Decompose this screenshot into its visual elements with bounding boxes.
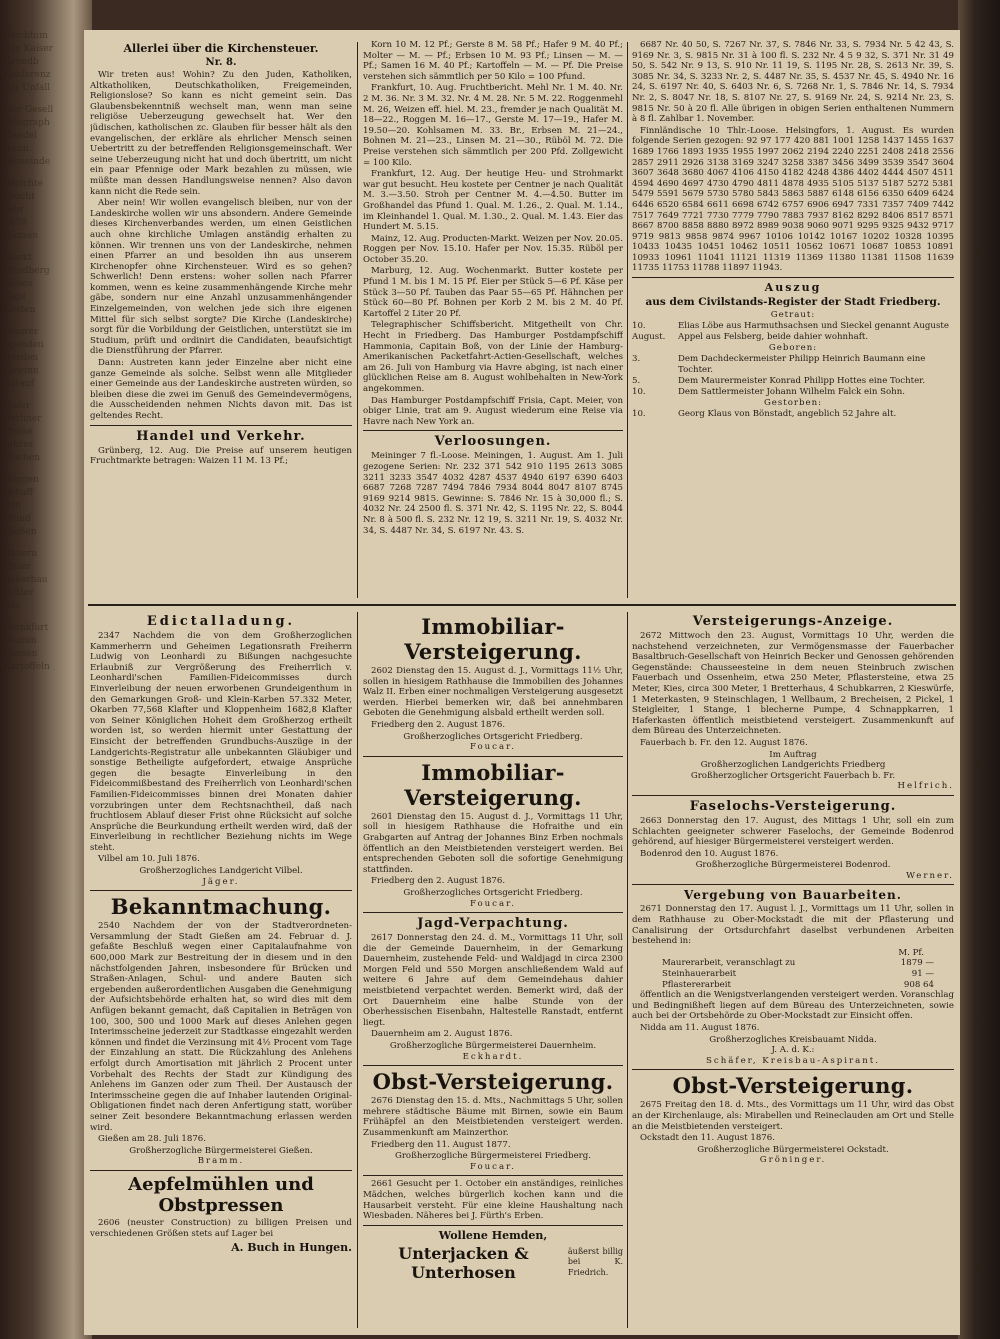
notice-text: 2617 Donnerstag den 24. d. M., Vormittags 11 Uhr, soll die der Gemeinde Dauernheim, in der Gemarkung Dauernheim, zustehende Feld- und Waldjagd in circa 2300 Morgen Feld und 550 Morgen anschließendem Wald auf weitere 6 Jahre auf dem Gemeindehaus dahier meistbietend verpachtet werden. Bemerkt wird, daß der Ort Dauernheim eine halbe Stunde von der Oberhessischen Eisenbahn, Haltestelle Ranstadt, entfernt liegt. bbox=[363, 933, 623, 1028]
notice-title: Faselochs-Versteigerung. bbox=[689, 798, 897, 814]
facing-page-line: Grundb bbox=[4, 57, 39, 67]
market-paragraph: Marburg, 12. Aug. Wochenmarkt. Butter kostete per Pfund 1 M. bis 1 M. 15 Pf. Eier per Stück 5—6 Pf. Käse per Stück 3—50 Pf. Tauben das Paar 55—65 Pf. Hähnchen per Stück 60—80 Pf. Bohnen per Korb 2 M. bis 2 M. 40 Pf. Kartoffel 2 Liter 20 Pf. bbox=[363, 266, 623, 319]
notice-authority: Großherzogliche Bürgermeisterei Gießen. bbox=[129, 1145, 313, 1156]
facing-page-line: Frucht bbox=[4, 192, 35, 202]
article-body bbox=[90, 70, 352, 422]
facing-page-line: Schaff bbox=[4, 488, 33, 498]
cost-unit-header: M. Pf. bbox=[898, 947, 924, 958]
top-left-column bbox=[90, 40, 352, 600]
bottom-right-column bbox=[632, 612, 954, 1330]
advert-title: Aepfelmühlen und Obstpressen bbox=[128, 1173, 314, 1216]
article-title: Allerlei über die Kirchensteuer. bbox=[123, 42, 319, 55]
facing-page-line: dieses bbox=[4, 279, 33, 289]
facing-page-line: Kosten bbox=[4, 305, 36, 315]
advert-row bbox=[363, 1244, 623, 1282]
notice-date: Gießen am 28. Juli 1876. bbox=[98, 1134, 207, 1145]
facing-page-line: Roggen bbox=[4, 475, 39, 485]
facing-page-line: den bbox=[4, 501, 21, 511]
notice-text: 2347 Nachdem die von dem Großherzoglichen Kammerherrn und Geheimen Legationsrath Freiherrn Ludwig von Leonhardi zu Bißungen nachgesuchte Erlaubniß zur Vergrößerung des Freiherrlich v. Leonhardi'schen Familien-Fideicommisses durch Einverleibung der neuen erworbenen Grundeigenthum in den Gemarkungen Groß- und Klein-Karben 57.332 Meter, Okarben 77,568 Klafter und Kloppenheim 1682,8 Klafter von Seiner Königlichen Hoheit dem Großherzog ertheilt worden ist, so werden hiermit unter Gestattung der Einsicht der betreffenden Grundbuchs-Auszüge in der Landgerichts-Registratur alle unbekannten Gläubiger und sonstige Betheiligte aufgefordert, etwaige Ansprüche gegen die besagte Einverleibung in den Fideicommißbestand des Freiherrlich von Leonhardi'schen Familien-Fideicommisses binnen drei Monaten dahier vorzubringen unter dem Rechtsnachtheil, daß nach fruchtlosem Ablauf dieser Frist ohne Rücksicht auf solche Ansprüche die Beurkundung ertheilt werden wird, daß der Einverleibung in rechtlicher Beziehung nichts im Wege steht. bbox=[90, 631, 352, 853]
market-paragraph: Das Hamburger Postdampfschiff Frisia, Capt. Meier, von obiger Linie, trat am 9. August wiederum eine Reise via Havre nach New York an. bbox=[363, 395, 623, 427]
notice-signature: Jäger. bbox=[202, 876, 240, 887]
notice-authority: Großherzogliche Bürgermeisterei Dauernheim. bbox=[389, 1041, 597, 1052]
notice-text: 2671 Donnerstag den 17. August l. J., Vormittags um 11 Uhr, sollen in dem Rathhause zu Ober-Mockstadt die mit der Pflasterung und Canalisirung der Ortsdurchfahrt daselbst verbundenen Arbeiten bestehend in: bbox=[632, 904, 954, 947]
civil-register bbox=[632, 310, 954, 420]
divider bbox=[363, 1225, 623, 1226]
facing-page-line: Frankfurt bbox=[4, 623, 49, 633]
facing-page-line: Kartoffeln bbox=[4, 662, 50, 672]
facing-page-line: Telegraph bbox=[4, 118, 50, 128]
notice-date: Bodenrod den 10. August 1876. bbox=[640, 848, 779, 859]
civil-entry: 10. Georg Klaus von Bönstadt, angeblich 52 Jahre alt. bbox=[632, 409, 897, 420]
right-binding-edge bbox=[958, 0, 1000, 1339]
notice-authority: Großherzoglichen Landgerichts Friedberg bbox=[700, 760, 886, 771]
civil-entry: 10. August. Elias Löbe aus Harmuthsachsen und Sieckel genannt Auguste Appel aus Felsberg, beide dahier wohnhaft. bbox=[632, 321, 949, 343]
notice-date: Vilbel am 10. Juli 1876. bbox=[98, 854, 200, 865]
civil-entry: 3. Dem Dachdeckermeister Philipp Heinrich Baumann eine Tochter. bbox=[632, 354, 926, 376]
notice-authority: Großherzogliches Landgericht Vilbel. bbox=[139, 866, 303, 877]
facing-page-line: wenn bbox=[4, 144, 29, 154]
top-middle-column bbox=[363, 40, 623, 600]
notice-date: Friedberg den 2. August 1876. bbox=[371, 719, 506, 730]
cost-row: Steinhauerarbeit 91 — bbox=[662, 969, 934, 980]
bottom-left-column bbox=[90, 612, 352, 1330]
market-paragraph: Korn 10 M. 12 Pf.; Gerste 8 M. 58 Pf.; Hafer 9 M. 40 Pf.; Molter — M. — Pf.; Erbsen 10 M. 93 Pf.; Linsen — M. — Pf.; Samen 16 M. 40 Pf.; Kartoffeln — M. — Pf. Die Preise verstehen sich sämmtlich per 50 Kilo = 100 Pfund. bbox=[363, 40, 623, 82]
market-paragraph: Mainz, 12. Aug. Producten-Markt. Weizen per Nov. 20.05. Roggen per Nov. 15.10. Hafer per Nov. 15.35. Rüböl per October 35.20. bbox=[363, 233, 623, 265]
divider bbox=[363, 912, 623, 913]
notice-title: Immobiliar-Versteigerung. bbox=[404, 614, 582, 664]
facing-page-line: Waizen bbox=[4, 636, 37, 646]
civil-entry: 5. Dem Maurermeister Konrad Philipp Hottes eine Tochter. bbox=[632, 376, 926, 387]
market-paragraph: Frankfurt, 12. Aug. Der heutige Heu- und Strohmarkt war gut besucht. Heu kostete per Centner je nach Qualität M. 3.—3.50. Stroh per Centner M. 4.—4.50. Butter im Großhandel das Pfund 1. Qual. M. 1.26., 2. Qual. M. 1.14., im Kleinhandel 1. Qual. M. 1.30., 2. Qual. M. 1.43. Eier das Hundert M. 5.15. bbox=[363, 169, 623, 233]
notice-text: 2663 Donnerstag den 17. August, des Mittags 1 Uhr, soll ein zum Schlachten geeigneter schwerer Faselochs, der Gemeinde Bodenrod gehörend, auf hiesiger Bürgermeisterei versteigert werden. bbox=[632, 815, 954, 848]
notice-signature: Gröninger. bbox=[759, 1155, 827, 1166]
divider bbox=[632, 795, 954, 796]
newspaper-page bbox=[84, 30, 960, 1335]
market-paragraph: Telegraphischer Schiffsbericht. Mitgetheilt von Chr. Hecht in Friedberg. Das Hamburger Postdampfschiff Hammonia, Capitain Boß, von der Linie der Hamburg-Amerikanischen Packetfahrt-Actien-Gesellschaft, welches am 26. Juli von Hamburg via Havre abging, ist nach einer glücklichen Reise am 8. August wohlbehalten in New-York angekommen. bbox=[363, 320, 623, 394]
lottery-text: Meininger 7 fl.-Loose. Meiningen, 1. August. Am 1. Juli gezogene Serien: Nr. 232 371 542 910 1195 2613 3085 3211 3233 3547 4032 4287 4537 4940 6197 6390 6403 6687 7268 7287 7494 7846 7934 8044 8047 8107 8745 9169 9214 9815. Gewinne: S. 7846 Nr. 15 à 30,000 fl.; S. 4032 Nr. 24 2500 fl. S. 371 Nr. 42, S. 1195 Nr. 22, S. 8044 Nr. 8 à 500 fl. S. 232 Nr. 12 19, S. 3211 Nr. 19, S. 4032 Nr. 34, S. 4487 Nr. 34, S. 6197 Nr. 43. S. bbox=[363, 451, 623, 536]
notice-authority: J. A. d. K.: bbox=[771, 1045, 815, 1056]
notice-text: 2672 Mittwoch den 23. August, Vormittags 10 Uhr, werden die nachstehend verzeichneten, zur Vermögensmasse der Fauerbacher Basaltbruch-Gesellschaft von Heinrich Becker und Genossen gehörenden Gegenstände: Chausseesteine in dem neuen Steinbruch zwischen Fauerbach und Ossenheim, etwa 250 Meter, Pflastersteine, etwa 25 Meter, Kies, circa 300 Meter, 1 Bretterhaus, 4 Schubkarren, 2 Kieswürfe, 1 Meterkasten, 9 Steinschlagen, 1 Wellbaum, 2 Brecheisen, 2 Pickel, 1 Steigleiter, 1 Stange, 1 blecherne Pumpe, 4 Schnappkarren, 1 Haferkasten öffentlich meistbietend versteigert. Zusammenkunft auf dem Büreau des Unterzeichneten. bbox=[632, 631, 954, 737]
facing-page-line: Konferenz bbox=[4, 70, 51, 80]
bottom-middle-column bbox=[363, 612, 623, 1330]
notice-text: 2602 Dienstag den 15. August d. J., Vormittags 11½ Uhr, sollen in hiesigem Rathhause die Immobilien des Johannes Walz II. Erben einer nochmaligen Versteigerung ausgesetzt werden. Hierbei bemerken wir, daß bei annehmbaren Geboten die Genehmigung alsbald ertheilt werden soll. bbox=[363, 666, 623, 719]
article-subtitle: Nr. 8. bbox=[205, 57, 237, 68]
notice-title: Obst-Versteigerung. bbox=[672, 1073, 914, 1099]
notice-authority: Großherzogliches Kreisbauamt Nidda. bbox=[709, 1034, 877, 1045]
cost-row: Maurerarbeit, veranschlagt zu 1879 — bbox=[662, 958, 934, 969]
facing-page-line: darauf bbox=[4, 379, 34, 389]
notice-title: Obst-Versteigerung. bbox=[372, 1069, 614, 1095]
facing-page-line: 1878 bbox=[4, 218, 27, 228]
notice-signature: Schäfer, Kreisbau-Aspirant. bbox=[706, 1055, 880, 1066]
facing-page-line: sehr bbox=[4, 205, 25, 215]
facing-page-line: Bauern bbox=[4, 549, 38, 559]
left-binding-shadow bbox=[0, 0, 92, 1339]
cost-table bbox=[632, 958, 954, 990]
facing-page-line: Handel bbox=[4, 131, 37, 141]
notice-date: Fauerbach b. Fr. den 12. August 1876. bbox=[640, 737, 808, 748]
advert-title: Wollene Hemden, bbox=[438, 1228, 548, 1242]
civil-entry: 10. Dem Sattlermeister Johann Wilhelm Falck ein Sohn. bbox=[632, 387, 905, 398]
divider bbox=[363, 756, 623, 757]
civil-register-title: Auszug bbox=[764, 281, 822, 295]
notice-date: Nidda am 11. August 1876. bbox=[640, 1023, 760, 1033]
notice-authority: Großherzogliches Ortsgericht Friedberg. bbox=[403, 887, 583, 898]
facing-page-line: Hafer bbox=[4, 401, 31, 411]
divider bbox=[632, 884, 954, 885]
lottery-paragraph: Finnländische 10 Thlr.-Loose. Helsingfors, 1. August. Es wurden folgende Serien gezogen: 92 97 177 420 881 1001 1258 1437 1455 1637 1689 1766 1893 1935 1955 1997 2062 2194 2240 2251 2408 2418 2556 2857 2911 2926 3138 3169 3247 3258 3387 3456 3499 3539 3547 3604 3607 3648 3680 4067 4106 4150 4182 4248 4386 4402 4444 4507 4511 4594 4690 4697 4730 4790 4811 4878 4935 5105 5137 5187 5272 5381 5479 5591 5679 5730 5780 5843 5863 5887 6148 6156 6350 6409 6424 6446 6520 6584 6611 6698 6742 6757 6906 6947 7331 7357 7409 7442 7517 7649 7721 7730 7779 7790 7883 7937 8162 8292 8406 8517 8571 8667 8700 8858 8880 8972 8989 9038 9060 9071 9295 9325 9432 9717 9719 9813 9858 9874 9967 10106 10142 10167 10202 10328 10395 10433 10435 10451 10462 10511 10562 10671 10687 10853 10891 10933 10961 11041 11121 11319 11369 11380 11381 11508 11639 11735 11753 11788 11897 11943. bbox=[632, 125, 954, 274]
notice-text: öffentlich an die Wenigstverlangenden versteigert werden. Voranschlag und Bedingnißheft liegen auf dem Büreau des Unterzeichneten, sowie auch bei der Ortsbehörde zu Ober-Mockstadt zur Einsicht offen. bbox=[632, 990, 954, 1022]
advert-text: 2606 (neuster Construction) zu billigen Preisen und verschiedenen Größen stets auf Lager bei bbox=[90, 1217, 352, 1239]
facing-page-line: Tage bbox=[4, 292, 26, 302]
notice-signature: Helfrich. bbox=[897, 781, 954, 792]
article-paragraph: Aber nein! Wir wollen evangelisch bleiben, nur von der Landeskirche wollen wir uns absondern. Andere Gemeinde dieses Kirchenverbandes werden, um einen Geistlichen auch ohne kirchliche Umlagen anständig erhalten zu können. Wir trennen uns von der Landeskirche, nehmen einen Pfarrer an und besolden ihn aus unserem Kirchenopfer ohne Kirchensteuer. Wird es so gehen? Schwerlich! Denn erstens: woher sollen nach Pfarrer kommen, wenn es keine zusammenhängende Kirche mehr gäbe, sondern nur eine Anzahl unzusammenhängender Einzelgemeinden, von welchen jede sich ihre eigenen Mittel für sich selbst sorgte? Die Kirche (Landeskirche) sorgt für die Vorbildung der Geistlichen, unterstützt sie im Studium, prüft und ordinirt die Candidaten, beaufsichtigt die Dienstführung der Pfarrer. bbox=[90, 198, 352, 357]
facing-page-line: Jahres bbox=[4, 440, 34, 450]
section-title: Verloosungen. bbox=[434, 434, 552, 450]
notice-title: Vergebung von Bauarbeiten. bbox=[684, 888, 902, 903]
facing-page-line: Preise bbox=[4, 427, 33, 437]
facing-page-line: Markt bbox=[4, 253, 32, 263]
column-rule bbox=[627, 612, 628, 1328]
notice-title: Versteigerungs-Anzeige. bbox=[692, 614, 894, 629]
section-title: Handel und Verkehr. bbox=[136, 428, 306, 444]
facing-page-line: Butter bbox=[4, 588, 34, 598]
facing-page-line: Friedberg bbox=[4, 266, 50, 276]
facing-page-line: mer Gesell bbox=[4, 105, 54, 115]
facing-page-line: der Unfall bbox=[4, 83, 51, 93]
civil-register-subtitle: aus dem Civilstands-Register der Stadt Friedberg. bbox=[645, 296, 941, 309]
notice-title: Immobiliar-Versteigerung. bbox=[404, 759, 582, 810]
divider bbox=[632, 277, 954, 278]
notice-text: 2675 Freitag den 18. d. Mts., des Vormittags um 11 Uhr, wird das Obst an der Kirchenlauge, als: Mirabellen und Reineclauden am Ort und Stelle an die Meistbietenden versteigert. bbox=[632, 1100, 954, 1132]
notice-signature: Foucar. bbox=[469, 1161, 517, 1172]
divider bbox=[363, 1065, 623, 1066]
civil-section-label: Getraut: bbox=[770, 310, 816, 321]
lottery-numbers bbox=[632, 40, 954, 274]
facing-page-line: Pfund bbox=[4, 514, 31, 524]
notice-text: 2540 Nachdem der von der Stadtverordneten-Versammlung der Stadt Gießen am 24. Februar d. J. gefaßte Beschluß wegen einer Capitalaufnahme von 600,000 Mark zur Bestreitung der in diesem und in den nächstfolgenden Jahren, insbesondere für Brücken und Straßen-Anlagen, Schul- und andere Bauten sich ergebenden außerordentlichen Ausgaben die Genehmigung der Aufsichtsbehörde erhalten hat, so wird dies mit dem Anfügen bekannt gemacht, daß Capitalien in Beträgen von 100, 300, 500 und 1000 Mark auf dieses Anlehen gegen Interimsscheine jederzeit zur Stadtkasse eingezahlt werden können und findet die Verzinsung mit 4½ Procent vom Tage der Einzahlung an statt. Die Rückzahlung des Anlehens erfolgt durch Amortisation mit jährlich 2 Procent unter Vorbehalt des Rechts der Stadt zur Kündigung des Anlehens im Ganzen oder zum Theil. Der Austausch der Interimsscheine gegen die auf Inhaber lautenden Original-Obligationen findet nach deren Anfertigung statt, worüber seiner Zeit besondere Bekanntmachung erlassen werden wird. bbox=[90, 921, 352, 1133]
notice-signature: Foucar. bbox=[469, 898, 517, 909]
facing-page-line: Reichtum bbox=[4, 31, 48, 41]
section-text: Grünberg, 12. Aug. Die Preise auf unserem heutigen Fruchtmarkte betragen: Waizen 11 M. 13 Pf.; bbox=[90, 445, 352, 467]
facing-page-line: den Kaiser bbox=[4, 44, 53, 54]
divider bbox=[90, 425, 352, 426]
divider bbox=[90, 1170, 352, 1171]
column-rule bbox=[357, 42, 358, 598]
article-paragraph: Dann: Austreten kann jeder Einzelne aber nicht eine ganze Gemeinde als solche. Selbst wenn alle Mitglieder einer Gemeinde aus der Landeskirche austreten würden, so bleiben diese die zwei im Genuß des Gemeindevermögens, die Ausscheidenden nehmen Nichts davon mit. Das ist geltendes Recht. bbox=[90, 358, 352, 421]
notice-date: Ockstadt den 11. August 1876. bbox=[640, 1133, 775, 1144]
facing-page-line: Gewinn bbox=[4, 366, 39, 376]
lottery-paragraph: 6687 Nr. 40 50, S. 7267 Nr. 37, S. 7846 Nr. 33, S. 7934 Nr. 5 42 43, S. 9169 Nr. 3, S. 9815 Nr. 31 à 100 fl. S. 232 Nr. 4 5 9 32, S. 371 Nr. 31 49 50, S. 542 Nr. 9 13, S. 910 Nr. 11 19, S. 1195 Nr. 28, S. 2613 Nr. 39, S. 3085 Nr. 34, S. 3233 Nr. 2, S. 4487 Nr. 35, S. 4537 Nr. 45, S. 4940 Nr. 16 24, S. 6197 Nr. 40, S. 6403 Nr. 6, S. 7268 Nr. 1, S. 7846 Nr. 14, S. 7934 Nr. 2, S. 8047 Nr. 18, S. 8107 Nr. 27, S. 9169 Nr. 24, S. 9214 Nr. 23, S. 9815 Nr. 50 à 20 fl. Alle übrigen in obigen Serien enthaltenen Nummern à 8 fl. Zahlbar 1. November. bbox=[632, 40, 954, 125]
facing-page-line: Spenden bbox=[4, 340, 44, 350]
divider bbox=[363, 1175, 623, 1176]
notice-date: Friedberg den 11. August 1877. bbox=[371, 1139, 511, 1150]
facing-page-line: werden bbox=[4, 353, 39, 363]
notice-title: Jagd-Verpachtung. bbox=[417, 916, 569, 932]
facing-page-line: Gemeinde bbox=[4, 157, 51, 167]
notice-authority: Großherzogliches Ortsgericht Friedberg. bbox=[403, 731, 583, 742]
divider bbox=[90, 890, 352, 891]
cost-row: Pflastererarbeit 908 64 bbox=[662, 979, 934, 990]
facing-page-line: Wochen bbox=[4, 453, 41, 463]
advert-firm: äußerst billig bei K. Friedrich. bbox=[567, 1246, 623, 1278]
facing-page-line: Berliner bbox=[4, 414, 42, 424]
civil-section-label: Geboren: bbox=[768, 343, 818, 354]
notice-authority: Großherzogliche Bürgermeisterei Bodenrod. bbox=[695, 860, 891, 871]
band-divider bbox=[88, 604, 956, 606]
notice-title: Edictalladung. bbox=[146, 614, 296, 629]
notice-date: Dauernheim am 2. August 1876. bbox=[371, 1029, 513, 1040]
article-paragraph: Wir treten aus! Wohin? Zu den Juden, Katholiken, Altkatholiken, Deutschkatholiken, Freigemeinden, Religionslose? So kann es nicht gemeint sein. Das Glaubensbekenntniß wechselt man, wenn man seine religiöse Ueberzeugung gewechselt hat. Wer den jüdischen, katholischen zc. Glauben für besser hält als den evangelischen, der erkläre als ehrlicher Mensch seinen Uebertritt zu der betreffenden Religionsgemeinschaft. Wer seine Ueberzeugung nicht hat und doch übertritt, um nicht ein paar Pfennige oder Mark bezahlen zu müssen, wie müßte man dessen Handlungsweise nennen? Also davon kann nicht die Rede sein. bbox=[90, 70, 352, 197]
civil-section-label: Gestorben: bbox=[763, 398, 823, 409]
notice-signature: Bramm. bbox=[197, 1156, 245, 1167]
notice-text: 2601 Dienstag den 15. August d. J., Vormittags 11 Uhr, soll in hiesigem Rathhause die Hofraithe und ein Grabgarten auf Antrag der Johannes Binz Erben nochmals öffentlich an den Meistbietenden versteigert werden. Bei entsprechenden Geboten soll die sofortige Genehmigung stattfinden. bbox=[363, 811, 623, 875]
notice-text: 2676 Dienstag den 15. d. Mts., Nachmittags 5 Uhr, sollen mehrere städtische Bäume mit Birnen, sowie ein Baum Frühäpfel an den Meistbietenden versteigert werden. Zusammenkunft am Mainzerthor. bbox=[363, 1096, 623, 1138]
divider bbox=[632, 1069, 954, 1070]
facing-page-line: Berichte bbox=[4, 179, 43, 189]
market-paragraph: Frankfurt, 10. Aug. Fruchtbericht. Mehl Nr. 1 M. 40. Nr. 2 M. 36. Nr. 3 M. 32. Nr. 4 M. 28. Nr. 5 M. 22. Roggenmehl M. 26, Weizen eff. hiel. M. 23., fremder je nach Qualität M. 18—22., Roggen M. 16—17., Gerste M. 17—19., Hafer M. 19.50—20. Kohlsamen M. 33. Br., Erbsen M. 21—24., Bohnen M. 21—23., Linsen M. 21—30., Rüböl M. 72. Die Preise verstehen sich sämmtlich per 200 Pfd. Zollgewicht = 100 Kilo. bbox=[363, 83, 623, 168]
facing-page-line: Ackerbau bbox=[4, 575, 48, 585]
notice-title: Bekanntmachung. bbox=[110, 894, 332, 920]
notice-signature: Foucar. bbox=[469, 742, 517, 753]
facing-page-line: Maurer bbox=[4, 327, 39, 337]
notice-date: Friedberg den 2. August 1876. bbox=[371, 876, 506, 887]
notice-authority: Großherzoglicher Ortsgericht Fauerbach b. Fr. bbox=[690, 770, 896, 781]
facing-page-line: das bbox=[4, 601, 20, 611]
notice-authority: Im Auftrag bbox=[769, 749, 817, 760]
facing-page-line: Hessen bbox=[4, 649, 38, 659]
top-right-column bbox=[632, 40, 954, 600]
notice-text: 2661 Gesucht per 1. October ein anständiges, reinliches Mädchen, welches bürgerlich kochen kann und die Hausarbeit versteht. Für eine kleine Haushaltung nach Wiesbaden. Näheres bei J. Fürth's Erben. bbox=[363, 1179, 623, 1222]
facing-page-line: Gießen bbox=[4, 527, 37, 537]
market-reports bbox=[363, 40, 623, 427]
notice-authority: Großherzogliche Bürgermeisterei Ockstadt. bbox=[697, 1144, 889, 1155]
notice-authority: Großherzogliche Bürgermeisterei Friedberg. bbox=[394, 1151, 592, 1162]
facing-page-line: Unter bbox=[4, 562, 31, 572]
facing-page-line: Ganzen bbox=[4, 231, 39, 241]
advert-heading: Unterjacken & Unterhosen bbox=[398, 1243, 529, 1282]
column-rule bbox=[357, 612, 358, 1328]
column-rule bbox=[627, 42, 628, 598]
advert-firm: A. Buch in Hungen. bbox=[231, 1241, 352, 1255]
notice-signature: Werner. bbox=[906, 870, 954, 881]
divider bbox=[363, 430, 623, 431]
facing-page-fragment bbox=[4, 30, 68, 674]
notice-signature: Eckhardt. bbox=[462, 1051, 524, 1062]
